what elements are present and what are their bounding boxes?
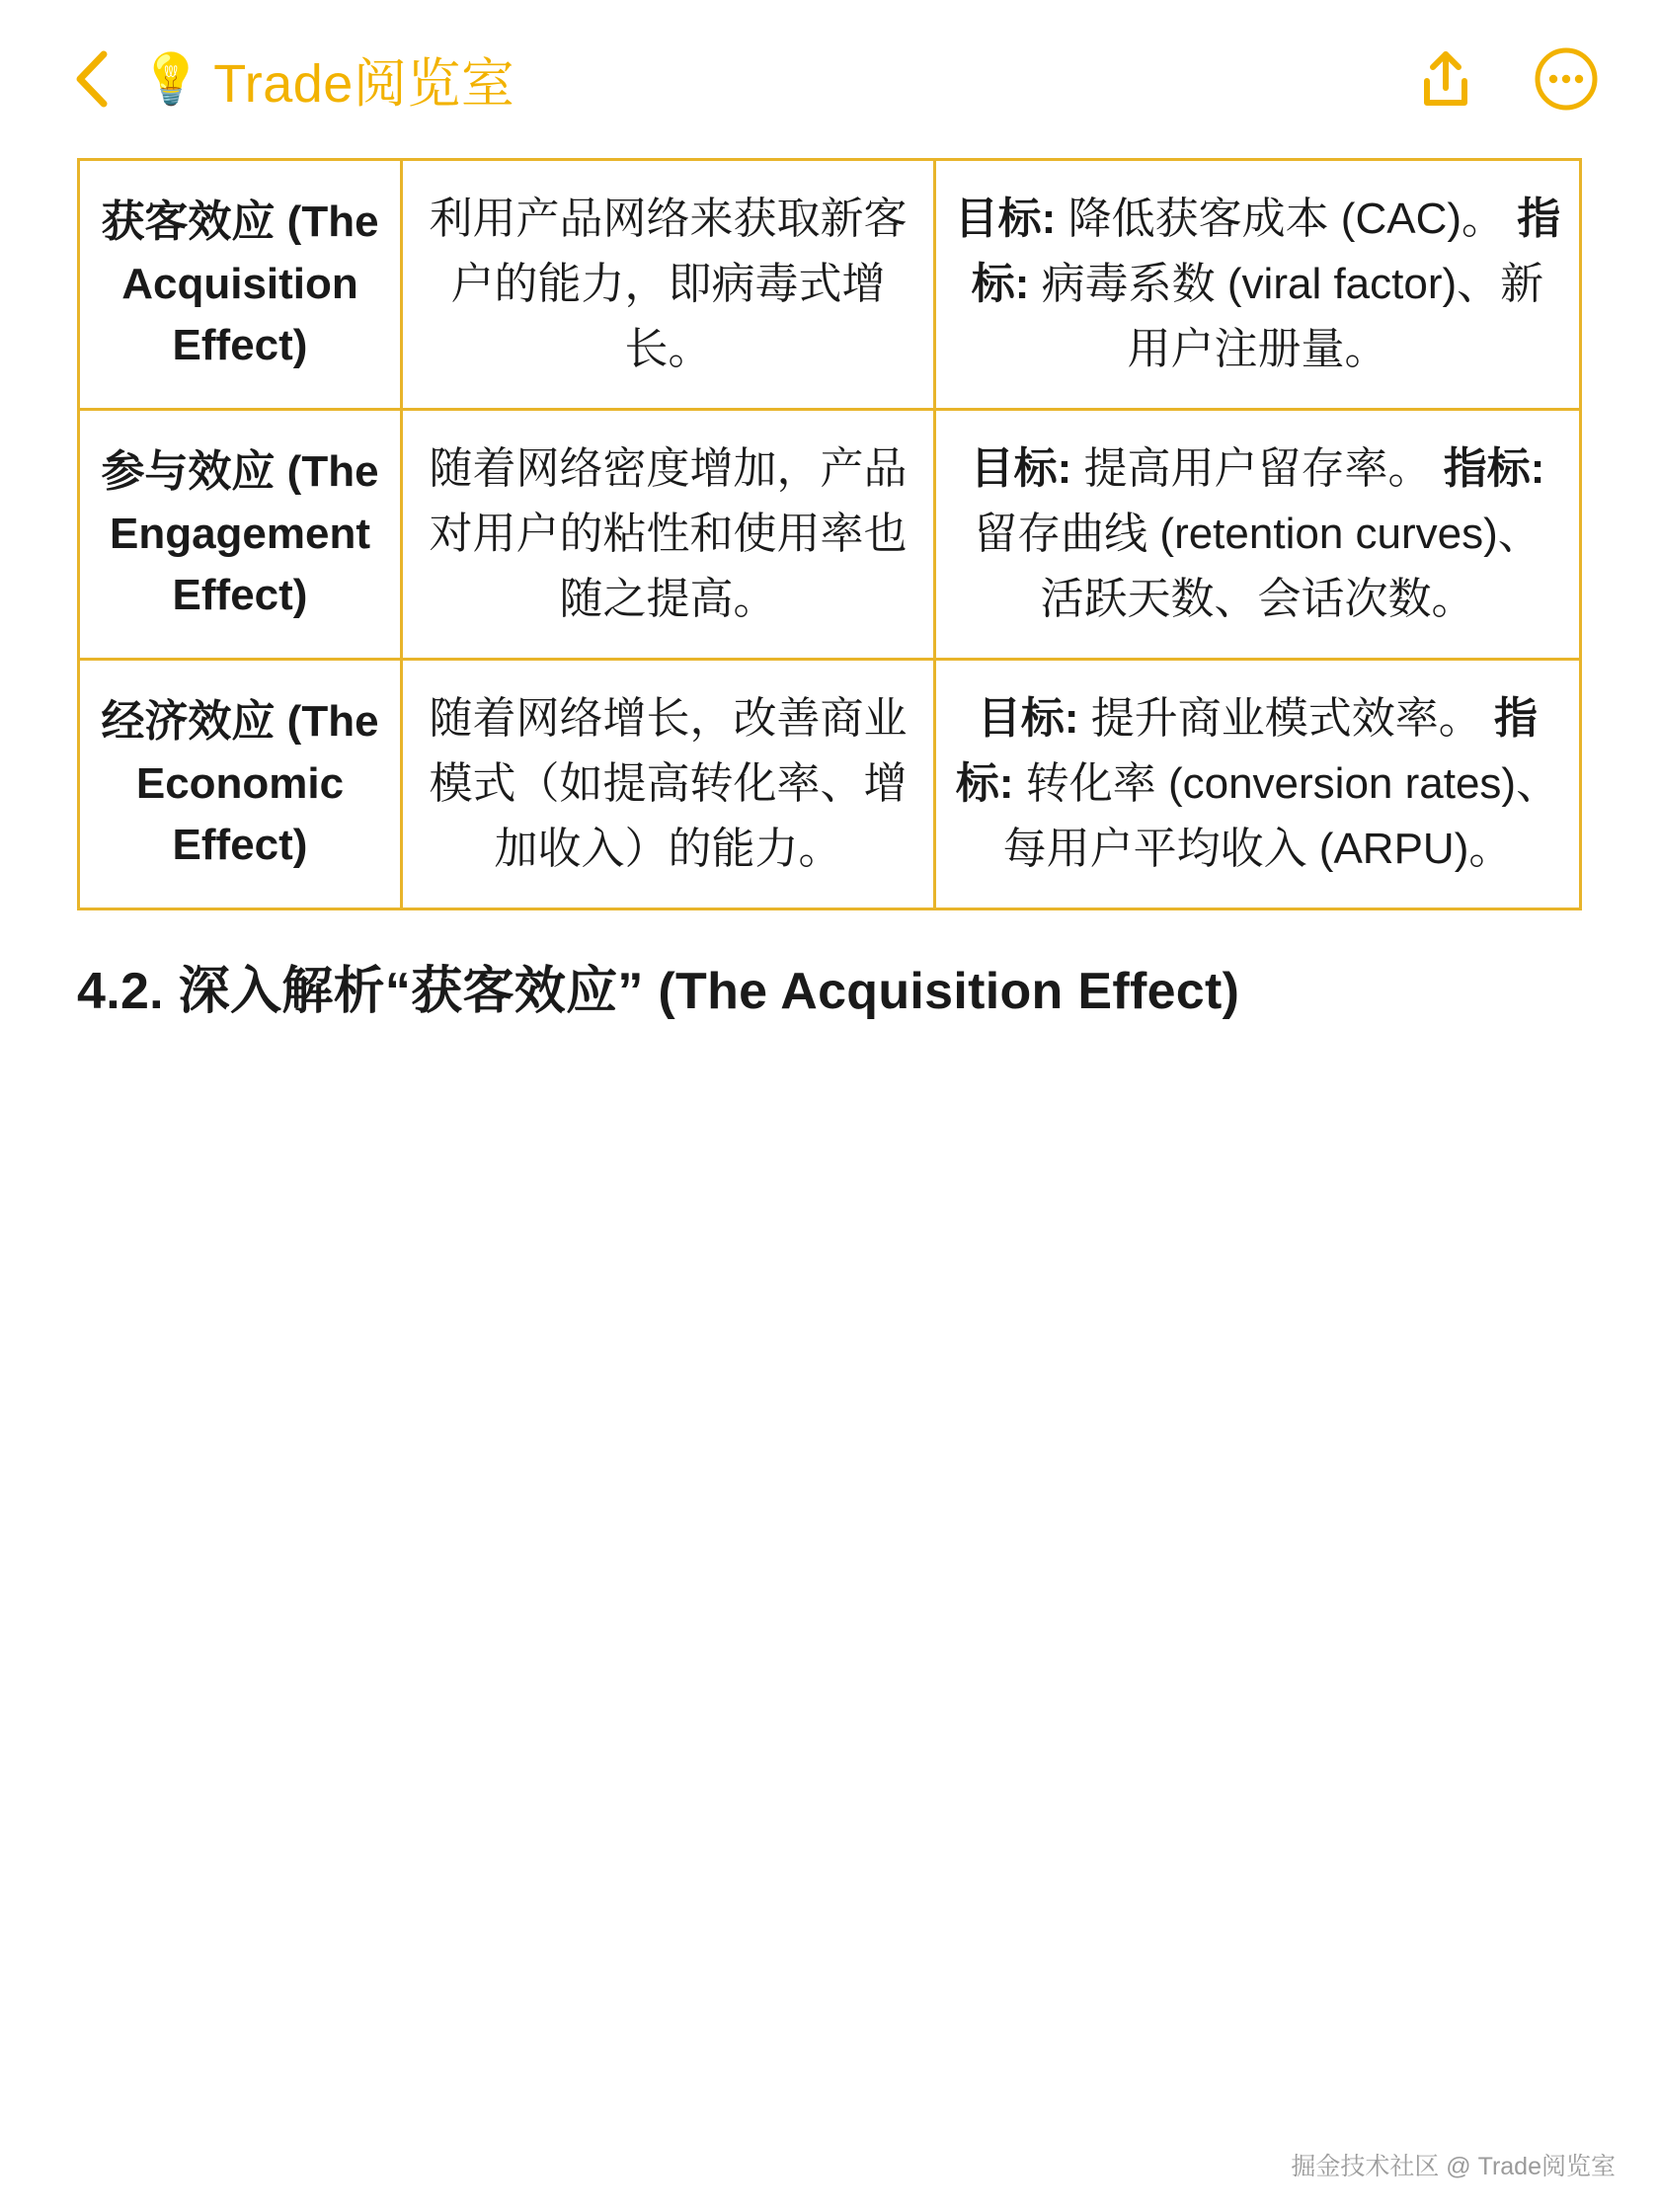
effect-description-cell: 利用产品网络来获取新客户的能力，即病毒式增长。 (402, 160, 935, 410)
goal-text: 提升商业模式效率。 (1090, 694, 1482, 743)
goal-text: 提高用户留存率。 (1083, 444, 1432, 493)
metric-text: 留存曲线 (retention curves)、活跃天数、会话次数。 (974, 510, 1541, 623)
table-row (79, 160, 1581, 410)
effect-goal-metric-cell (934, 410, 1580, 660)
effect-goal-metric-cell (934, 660, 1580, 909)
metric-label: 指标: (971, 195, 1561, 308)
metric-label: 指标: (1443, 444, 1545, 493)
footer-watermark: 掘金技术社区 @ Trade阅览室 (1291, 2153, 1616, 2180)
table-row (79, 410, 1581, 660)
back-button[interactable] (69, 56, 115, 102)
page-title: Trade阅览室 (213, 53, 515, 114)
title-group (140, 41, 1412, 118)
more-button[interactable] (1533, 45, 1600, 113)
table-row (79, 660, 1581, 909)
section-heading: 4.2. 深入解析“获客效应” (The Acquisition Effect) (77, 963, 1240, 1020)
share-upload-icon (1417, 48, 1474, 110)
app-header (0, 0, 1659, 158)
goal-label: 目标: (977, 694, 1079, 743)
lightbulb-icon: 💡 (140, 51, 202, 107)
effect-description-cell: 随着网络密度增加，产品对用户的粘性和使用率也随之提高。 (402, 410, 935, 660)
more-options-icon (1534, 46, 1599, 112)
effect-name-cell: 获客效应 (The Acquisition Effect) (79, 160, 402, 410)
goal-label: 目标: (970, 444, 1072, 493)
metric-text: 病毒系数 (viral factor)、新用户注册量。 (1041, 260, 1544, 373)
goal-label: 目标: (954, 195, 1057, 243)
effects-table (77, 158, 1582, 910)
effect-name-cell: 参与效应 (The Engagement Effect) (79, 410, 402, 660)
goal-text: 降低获客成本 (CAC)。 (1067, 195, 1506, 243)
header-actions (1412, 45, 1600, 113)
share-button[interactable] (1412, 45, 1479, 113)
effect-description-cell: 随着网络增长，改善商业模式（如提高转化率、增加收入）的能力。 (402, 660, 935, 909)
metric-text: 转化率 (conversion rates)、每用户平均收入 (ARPU)。 (1002, 759, 1560, 873)
metric-label: 指标: (955, 694, 1539, 808)
effect-name-cell: 经济效应 (The Economic Effect) (79, 660, 402, 909)
effects-table-container (0, 158, 1659, 910)
effect-goal-metric-cell (934, 160, 1580, 410)
chevron-left-icon (72, 48, 112, 110)
